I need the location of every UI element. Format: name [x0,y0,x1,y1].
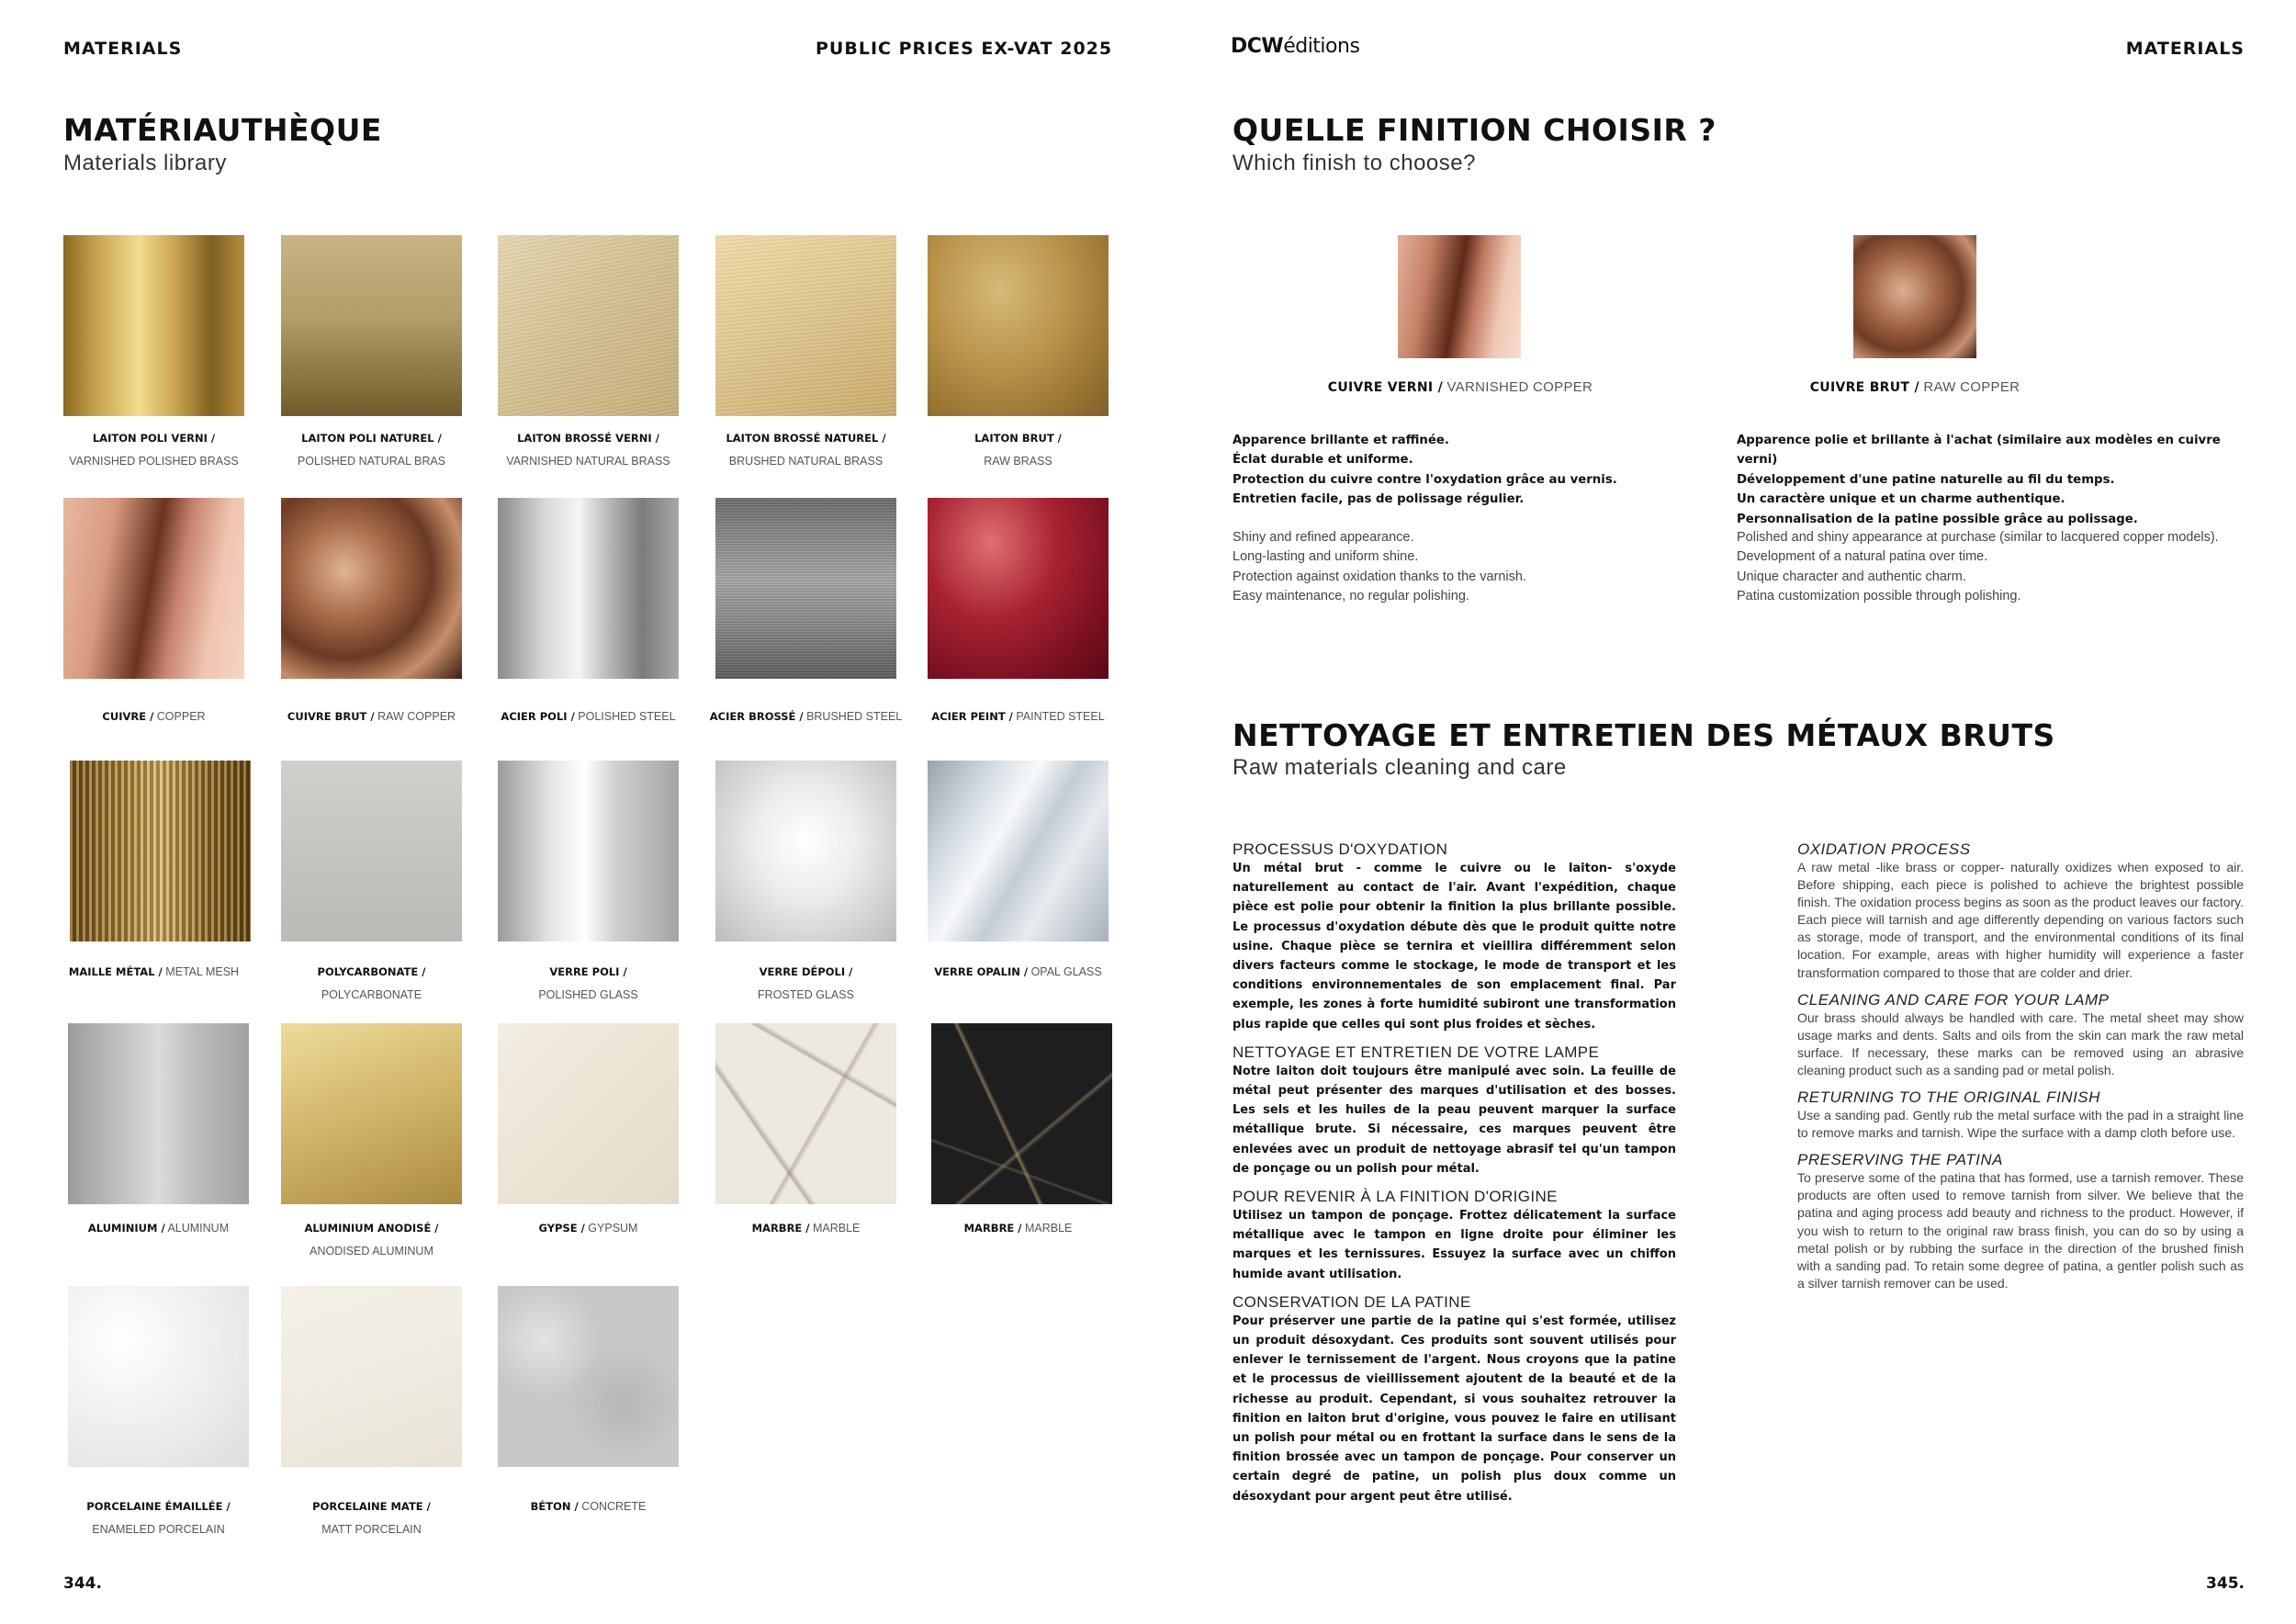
raw-features-fr: Apparence polie et brillante à l'achat (similaire aux modèles en cuivre verni) Développement d'une patine naturelle au fil du temps. Un caractère unique et un charme authentique. Personnalisation de la patine possible grâce au polissage. [1737,434,2221,526]
swatch-polished-natural-brass[interactable] [281,235,462,416]
swatch-opal-glass[interactable] [928,761,1109,942]
varnished-features-en: Shiny and refined appearance. Long-lasting and uniform shine. Protection against oxidation thanks to the varnish. Easy maintenance, no regular polishing. [1232,530,1526,604]
swatch-label: GYPSE / GYPSUM [538,1222,638,1235]
section-body: Notre laiton doit toujours être manipulé avec soin. La feuille de métal peut présenter des marques d'utilisation et des bosses. Les sels et les huiles de la peau peuvent marquer la surface métallique brute. Si nécessaire, ces marques peuvent être enlevées avec un produit de nettoyage abrasif tel qu'un tampon de ponçage ou un polish pour métal. [1232,1064,1676,1176]
swatch-label: ALUMINIUM ANODISÉ / ANODISED ALUMINUM [304,1222,439,1257]
swatch-raw-brass[interactable] [928,235,1109,416]
swatch-aluminum[interactable] [68,1023,249,1204]
swatch-matt-porcelain[interactable] [281,1286,462,1467]
swatch-painted-steel[interactable] [928,498,1109,679]
finish-subtitle: Which finish to choose? [1232,151,1476,175]
swatch-label: LAITON BROSSÉ VERNI / VARNISHED NATURAL BRASS [506,432,670,468]
care-column-fr [1232,840,1676,1506]
section-heading: PROCESSUS D'OXYDATION [1232,840,1448,858]
header-right-label: MATERIALS [2125,39,2245,59]
brand-logo: DCWéditions [1231,35,1360,58]
swatch-enameled-porcelain[interactable] [68,1286,249,1467]
swatch-label: VERRE OPALIN / OPAL GLASS [934,965,1102,978]
swatch-label: BÉTON / CONCRETE [530,1500,647,1513]
swatch-label: ALUMINIUM / ALUMINUM [87,1222,230,1235]
swatch-frosted-glass[interactable] [715,761,896,942]
section-body: Use a sanding pad. Gently rub the metal surface with the pad in a straight line to remove marks and tarnish. Wipe the surface with a damp cloth before use. [1797,1108,2244,1141]
section-body: Pour préserver une partie de la patine qui s'est formée, utilisez un produit désoxydant. Ces produits sont souvent utilisés pour enlever le ternissement de l'argent. Nous croyons que la patine et le processus de vieillissement ajoutent de la beauté et de la richesse au produit. Cependant, si vous souhaitez retrouver la finition en laiton brut d'origine, vous pouvez le faire en utilisant un polish pour métal ou en frottant la surface dans le sens de la finition brossée avec un tampon de ponçage. Pour conserver un certain degré de patine, un polish plus doux comme un désoxydant pour argent peut être utilisé. [1232,1314,1676,1504]
swatch-label: POLYCARBONATE / POLYCARBONATE [317,965,426,1001]
swatch-black-marble[interactable] [931,1023,1112,1204]
raw-features-en: Polished and shiny appearance at purchase (similar to lacquered copper models). Development of a natural patina over time. Unique character and authentic charm. Patina customization possible through polishing. [1737,530,2219,604]
swatch-raw-copper[interactable] [281,498,462,679]
swatch-label: MARBRE / MARBLE [751,1222,861,1235]
swatch-label: LAITON POLI NATUREL / POLISHED NATURAL BRAS [297,432,446,468]
care-subtitle: Raw materials cleaning and care [1232,755,1567,780]
swatch-anodised-aluminum[interactable] [281,1023,462,1204]
care-title: NETTOYAGE ET ENTRETIEN DES MÉTAUX BRUTS [1232,717,2055,753]
finish-title: QUELLE FINITION CHOISIR ? [1232,112,1716,148]
section-heading: PRESERVING THE PATINA [1797,1151,2003,1169]
varnished-copper-label: CUIVRE VERNI / VARNISHED COPPER [1327,379,1593,395]
swatch-label: ACIER BROSSÉ / BRUSHED STEEL [709,710,903,723]
raw-copper-label: CUIVRE BRUT / RAW COPPER [1809,379,2020,395]
swatch-label: MAILLE MÉTAL / METAL MESH [68,965,240,978]
swatch-label: VERRE DÉPOLI / FROSTED GLASS [758,965,854,1001]
section-heading: POUR REVENIR À LA FINITION D'ORIGINE [1232,1188,1558,1206]
swatch-polished-glass[interactable] [498,761,679,942]
swatch-copper[interactable] [63,498,244,679]
section-body: Utilisez un tampon de ponçage. Frottez délicatement la surface métallique avec le tampon en ligne droite pour éliminer les marques et les ternissures. Essuyez la surface avec un chiffon humide avant utilisation. [1232,1209,1676,1281]
swatch-brushed-natural-brass[interactable] [715,235,896,416]
header-price-label: PUBLIC PRICES EX-VAT 2025 [816,39,1113,59]
section-heading: OXIDATION PROCESS [1797,840,1971,858]
section-heading: NETTOYAGE ET ENTRETIEN DE VOTRE LAMPE [1232,1043,1600,1061]
raw-copper-image [1853,235,1976,358]
swatch-concrete[interactable] [498,1286,679,1467]
swatch-label: PORCELAINE ÉMAILLÉE / ENAMELED PORCELAIN [86,1500,231,1536]
swatch-varnished-brushed-brass[interactable] [498,235,679,416]
section-heading: CONSERVATION DE LA PATINE [1232,1292,1471,1311]
section-body: Un métal brut - comme le cuivre ou le laiton- s'oxyde naturellement au contact de l'air. Avant l'expédition, chaque pièce est polie pour obtenir la finition la plus brillante possible. Le processus d'oxydation débute dès que le produit quitte notre usine. Chaque pièce se ternira et vieillira différemment selon divers facteurs comme le stockage, le mode de transport et les conditions environnementales de son emplacement final. Par exemple, les zones à forte humidité subiront une transformation plus rapide que celles qui sont plus froides et sèches. [1232,862,1676,1032]
page-title-left: MATÉRIAUTHÈQUE [63,112,382,148]
care-column-en [1797,840,2244,1292]
section-body: To preserve some of the patina that has formed, use a tarnish remover. These products are often used to remove tarnish from silver. We believe that the patina and aging process add beauty and richness to the product. However, if you wish to return to the original raw brass finish, you can do so by using a metal polish or by rubbing the surface in the direction of the brushed finish with a sanding pad. To retain some degree of patina, a gentler polish such as a silver tarnish remover can be used. [1797,1170,2244,1291]
page-subtitle-left: Materials library [63,151,227,175]
swatch-label: VERRE POLI / POLISHED GLASS [538,965,638,1001]
swatch-gypsum[interactable] [498,1023,679,1204]
section-heading: RETURNING TO THE ORIGINAL FINISH [1797,1088,2100,1107]
page-number-left: 344. [63,1574,102,1593]
varnished-copper-image [1398,235,1521,358]
swatch-label: MARBRE / MARBLE [963,1222,1073,1235]
swatch-label: LAITON BRUT / RAW BRASS [974,432,1062,468]
section-body: A raw metal -like brass or copper- naturally oxidizes when exposed to air. Before shipping, each piece is polished to achieve the brightest possible finish. The oxidation process begins as soon as the product leaves our factory. Each piece will tarnish and age differently depending on various factors such as storage, mode of transport, and the environmental conditions of its final location. For example, areas with higher humidity will experience a faster transformation compared to those that are colder and drier. [1797,860,2244,980]
swatch-polycarbonate[interactable] [281,761,462,942]
swatch-label: LAITON BROSSÉ NATUREL / BRUSHED NATURAL BRASS [726,432,886,468]
swatch-metal-mesh[interactable] [70,761,251,942]
header-left-label: MATERIALS [63,39,183,59]
varnished-features-fr: Apparence brillante et raffinée. Éclat durable et uniforme. Protection du cuivre contre l'oxydation grâce au vernis. Entretien facile, pas de polissage régulier. [1232,434,1617,507]
section-heading: CLEANING AND CARE FOR YOUR LAMP [1797,990,2110,1009]
swatch-label: PORCELAINE MATE / MATT PORCELAIN [312,1500,431,1536]
swatch-varnished-polished-brass[interactable] [63,235,244,416]
swatch-label: LAITON POLI VERNI / VARNISHED POLISHED BRASS [69,432,239,468]
swatch-polished-steel[interactable] [498,498,679,679]
swatch-label: CUIVRE / COPPER [102,710,206,723]
page-number-right: 345. [2206,1574,2245,1593]
swatch-label: CUIVRE BRUT / RAW COPPER [287,710,456,723]
swatch-brushed-steel[interactable] [715,498,896,679]
section-body: Our brass should always be handled with care. The metal sheet may show usage marks and dents. Salts and oils from the skin can mark the raw metal surface. If necessary, these marks can be removed using an abrasive cleaning product such as a sanding pad or metal polish. [1797,1009,2244,1077]
swatch-white-marble[interactable] [715,1023,896,1204]
swatch-label: ACIER POLI / POLISHED STEEL [501,710,676,723]
swatch-label: ACIER PEINT / PAINTED STEEL [931,710,1105,723]
